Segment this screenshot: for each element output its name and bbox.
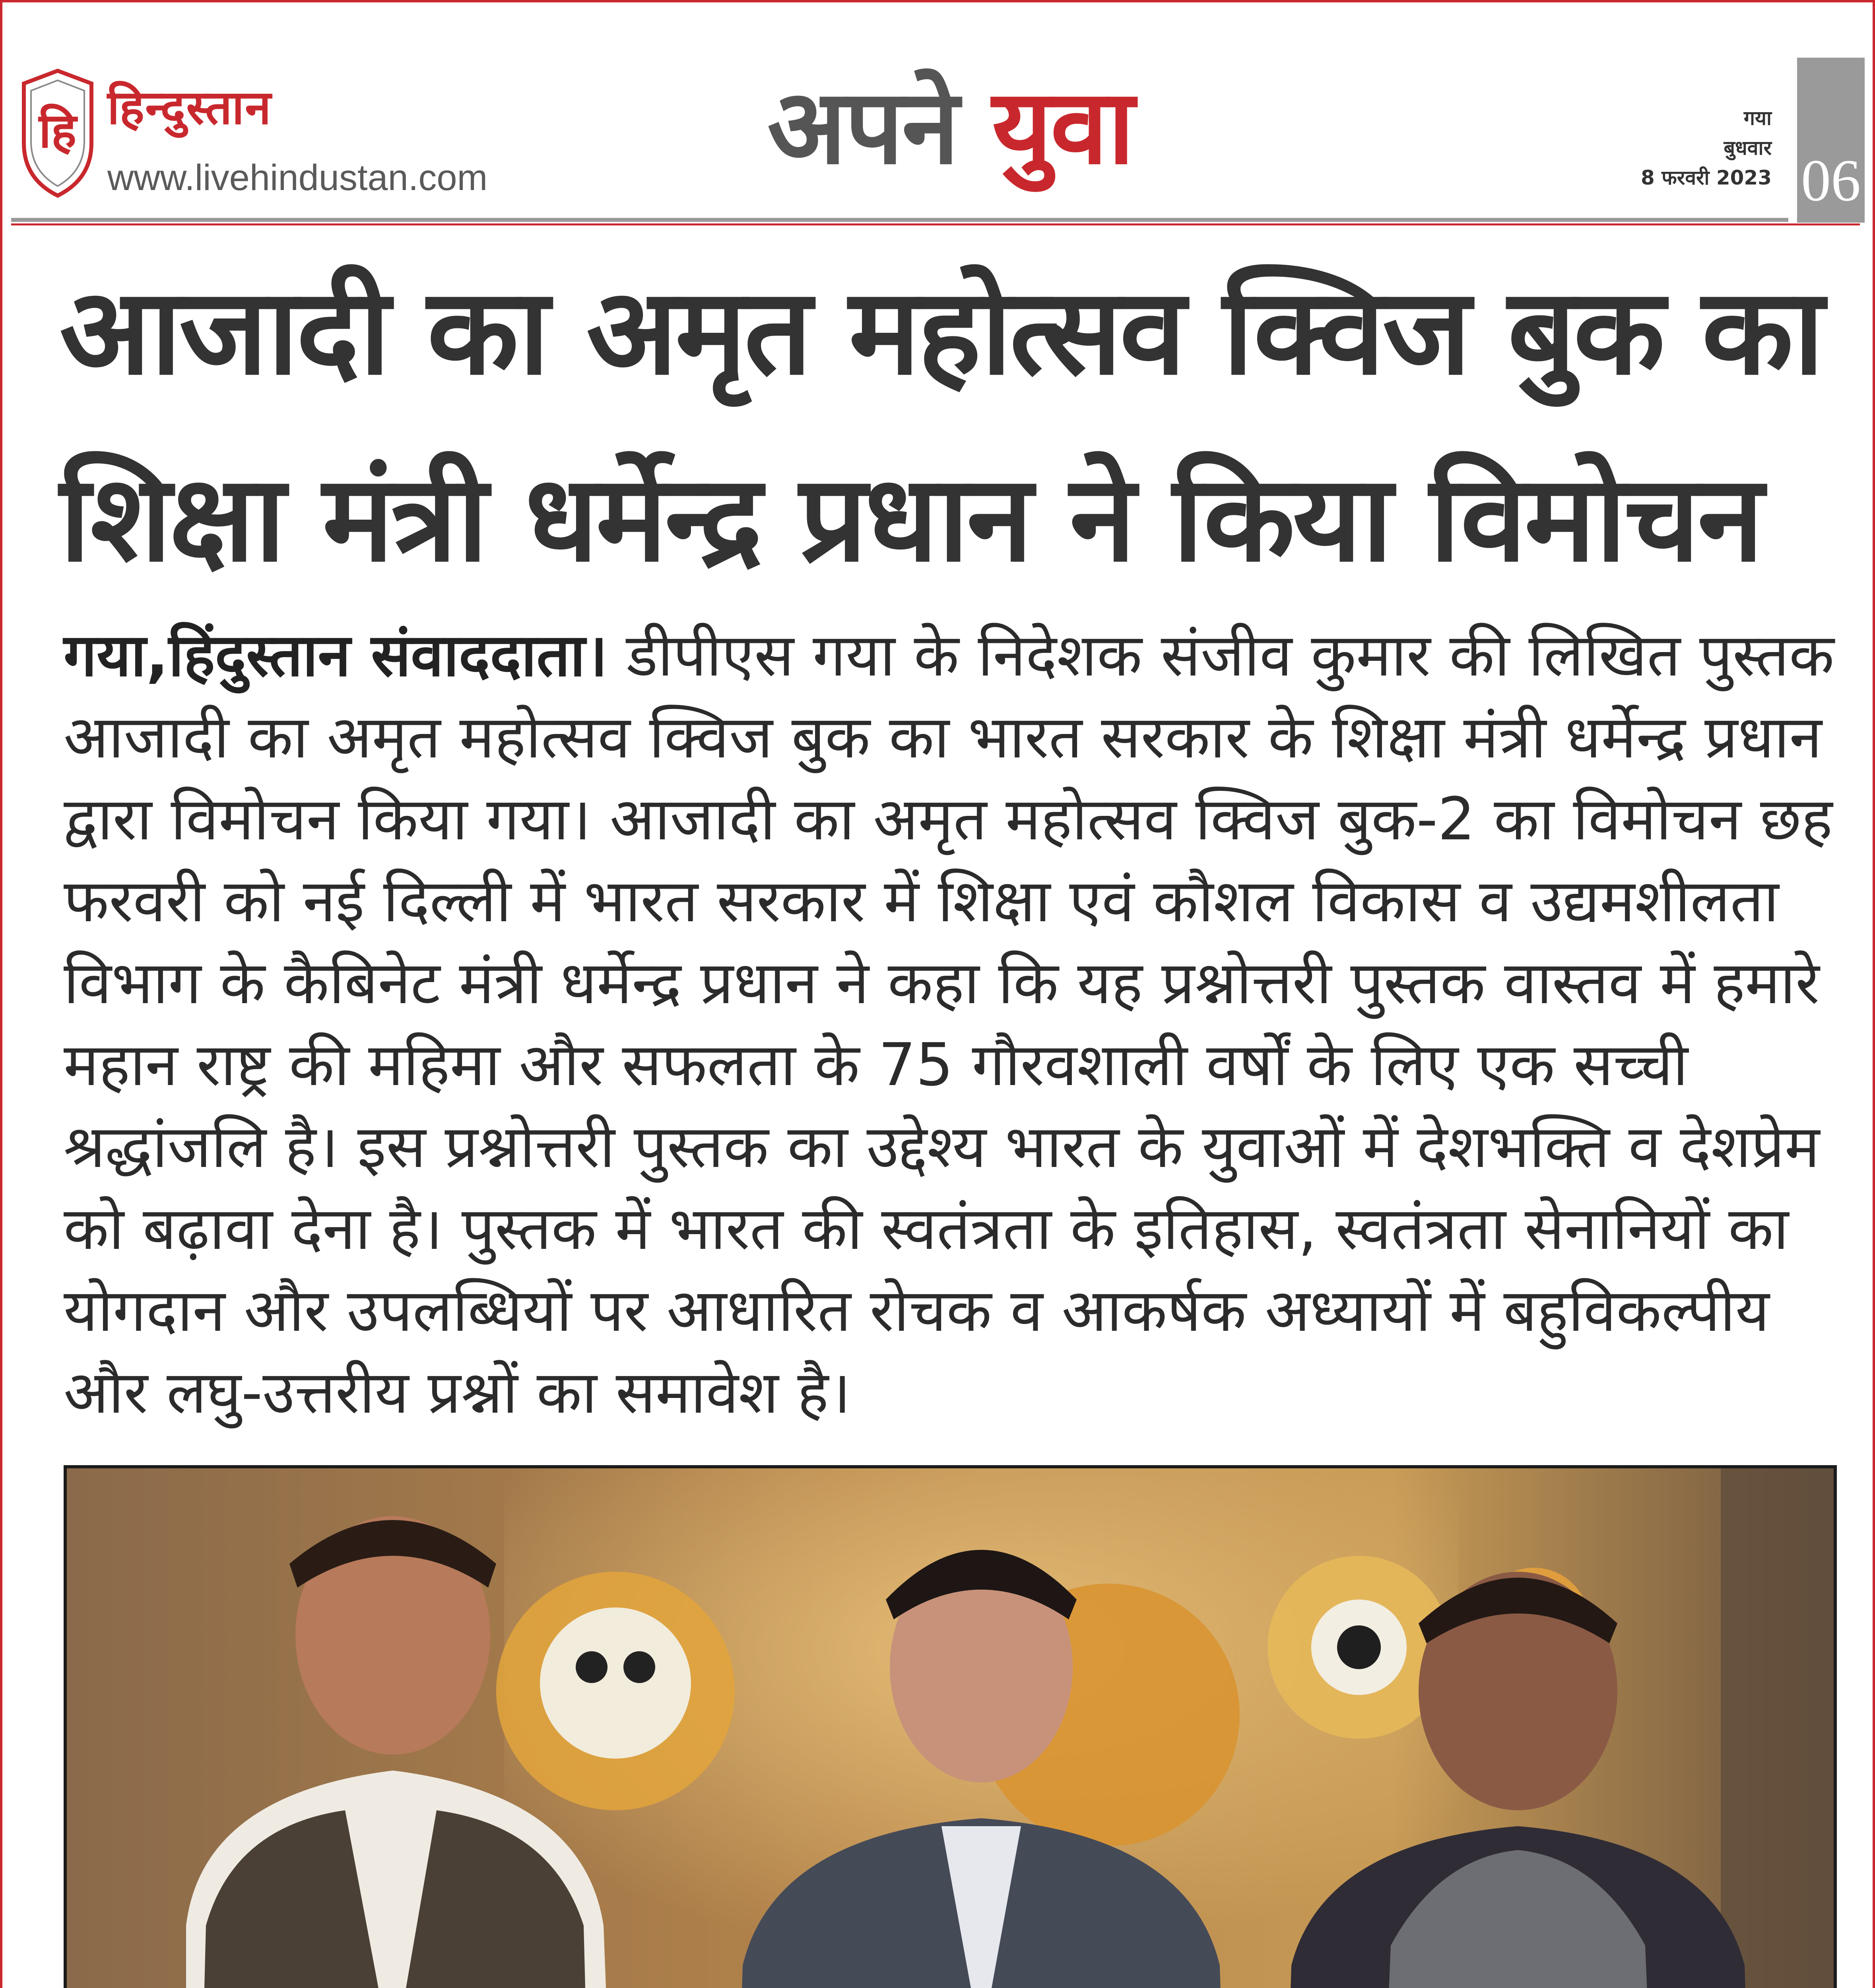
edition-city: गया <box>1743 107 1772 130</box>
edition-date: 8 फरवरी 2023 <box>1641 166 1772 189</box>
photo-illustration <box>67 1468 1834 1988</box>
masthead <box>0 0 1875 223</box>
article-dateline: गया,हिंदुस्तान संवाददाता। <box>64 621 608 689</box>
page-number: 06 <box>1801 148 1861 214</box>
section-title-word-2: युवा <box>992 67 1133 187</box>
article-body-text: डीपीएस गया के निदेशक संजीव कुमार की लिखित पुस्तक आजादी का अमृत महोत्सव क्विज बुक का भारत सरकार के शिक्षा मंत्री धर्मेन्द्र प्रधान द्वारा विमोचन किया गया। आजादी का अमृत महोत्सव क्विज बुक-2 का विमोचन छह फरवरी को नई दिल्ली में भारत सरकार में शिक्षा एवं कौशल विकास व उद्यमशीलता विभाग के कैबिनेट मंत्री धर्मेन्द्र प्रधान ने कहा कि यह प्रश्नोत्तरी पुस्तक वास्तव में हमारे महान राष्ट्र की महिमा और सफलता के 75 गौरवशाली वर्षों के लिए एक सच्ची श्रद्धांजलि है। इस प्रश्नोत्तरी पुस्तक का उद्देश्य भारत के युवाओं में देशभक्ति व देशप्रेम को बढ़ावा देना है। पुस्तक में भारत की स्वतंत्रता के इतिहास, स्वतंत्रता सेनानियों का योगदान और उपलब्धियों पर आधारित रोचक व आकर्षक अध्यायों में बहुविकल्पीय और लघु-उत्तरीय प्रश्नों का समावेश है। <box>64 621 1834 1427</box>
brand-url: www.livehindustan.com <box>107 157 488 198</box>
edition-info <box>1641 103 1772 193</box>
news-photo <box>64 1465 1837 1988</box>
headline-line-1: आजादी का अमृत महोत्सव क्विज बुक का <box>60 262 1822 401</box>
article-headline <box>60 239 1829 612</box>
section-title <box>767 67 1133 187</box>
article-body <box>64 614 1841 1433</box>
masthead-divider <box>11 218 1788 222</box>
newspaper-logo <box>20 68 95 199</box>
edition-day: बुधवार <box>1724 136 1772 159</box>
article-paragraph <box>64 614 1841 1433</box>
page-number-box <box>1797 58 1865 223</box>
headline-line-2: शिक्षा मंत्री धर्मेन्द्र प्रधान ने किया विमोचन <box>60 449 1762 588</box>
masthead-accent-line <box>11 223 1860 225</box>
section-title-word-1: अपने <box>767 67 958 187</box>
logo-glyph: हि <box>39 103 77 159</box>
brand-name: हिन्दुस्तान <box>107 80 272 135</box>
